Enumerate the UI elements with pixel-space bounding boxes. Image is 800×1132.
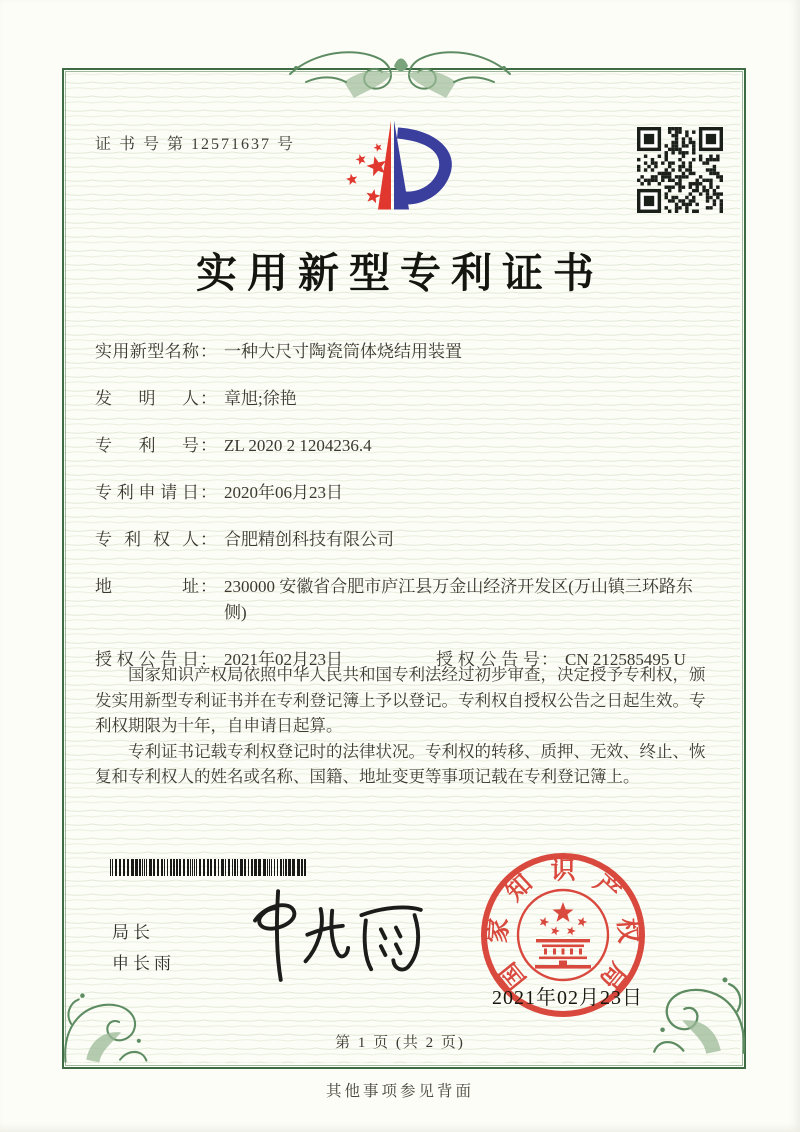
seal-date: 2021年02月23日 [492, 987, 643, 1009]
field-label: 授权公告日 [95, 650, 199, 669]
field-value: 章旭;徐艳 [224, 389, 297, 408]
director-title: 局长 [112, 923, 154, 942]
svg-text:权: 权 [612, 917, 642, 944]
field-row-patent-number: 专利号 ： ZL 2020 2 1204236.4 [95, 433, 711, 459]
field-row-address: 地址 ： 230000 安徽省合肥市庐江县万金山经济开发区(万山镇三环路东侧) [95, 574, 711, 626]
certificate-title: 实用新型专利证书 [196, 250, 604, 296]
field-label: 专利权人 [95, 530, 199, 549]
cnipa-logo-icon [338, 116, 468, 214]
field-row-inventor: 发明人 ： 章旭;徐艳 [95, 386, 711, 412]
tiananmen-gate-glyph [535, 939, 591, 969]
field-label: 发明人 [95, 389, 199, 408]
svg-text:识: 识 [550, 857, 576, 885]
svg-text:局: 局 [594, 957, 632, 994]
field-label: 专利号 [95, 436, 199, 455]
legal-text [95, 662, 711, 790]
svg-text:家: 家 [484, 917, 514, 944]
director-signature-icon [232, 882, 427, 990]
svg-text:产: 产 [588, 869, 626, 907]
back-side-note: 其他事项参见背面 [325, 1083, 474, 1100]
patent-fields [95, 339, 711, 694]
field-row-name: 实用新型名称 ： 一种大尺寸陶瓷筒体烧结用装置 [95, 339, 711, 365]
field-label: 授权公告号 [436, 650, 540, 669]
legal-paragraph: 专利证书记载专利权登记时的法律状况。专利权的转移、质押、无效、终止、恢复和专利权人的姓名或名称、国籍、地址变更等事项记载在专利登记簿上。 [95, 741, 706, 786]
field-label: 实用新型名称 [95, 342, 199, 361]
svg-text:知: 知 [500, 869, 538, 907]
field-row-filing-date: 专利申请日 ： 2020年06月23日 [95, 480, 711, 506]
certificate-number: 证 书 号 第 12571637 号 [95, 136, 296, 153]
legal-paragraph: 国家知识产权局依照中华人民共和国专利法经过初步审查，决定授予专利权，颁发实用新型专利证书并在专利登记簿上予以登记。专利权自授权公告之日起生效。专利权期限为十年，自申请日起算。 [95, 665, 706, 735]
field-value: 230000 安徽省合肥市庐江县万金山经济开发区(万山镇三环路东侧) [224, 577, 693, 622]
svg-text:国: 国 [494, 957, 532, 994]
field-row-patentee: 专利权人 ： 合肥精创科技有限公司 [95, 527, 711, 553]
director-name: 申长雨 [112, 954, 175, 973]
field-value: 一种大尺寸陶瓷筒体烧结用装置 [224, 342, 462, 361]
field-value: 2021年02月23日 [224, 650, 343, 669]
field-value: 2020年06月23日 [224, 483, 343, 502]
field-label: 专利申请日 [95, 483, 199, 502]
field-value: CN 212585495 U [565, 650, 686, 669]
field-value: 合肥精创科技有限公司 [224, 530, 394, 549]
field-label: 地址 [95, 577, 199, 596]
field-value: ZL 2020 2 1204236.4 [224, 436, 372, 455]
barcode-icon [110, 859, 308, 876]
qr-code-icon [637, 127, 723, 213]
field-row-grant: 授权公告日 ： 2021年02月23日 授权公告号 ： CN 212585495 U [95, 647, 711, 673]
page-number: 第 1 页 (共 2 页) [335, 1035, 465, 1051]
